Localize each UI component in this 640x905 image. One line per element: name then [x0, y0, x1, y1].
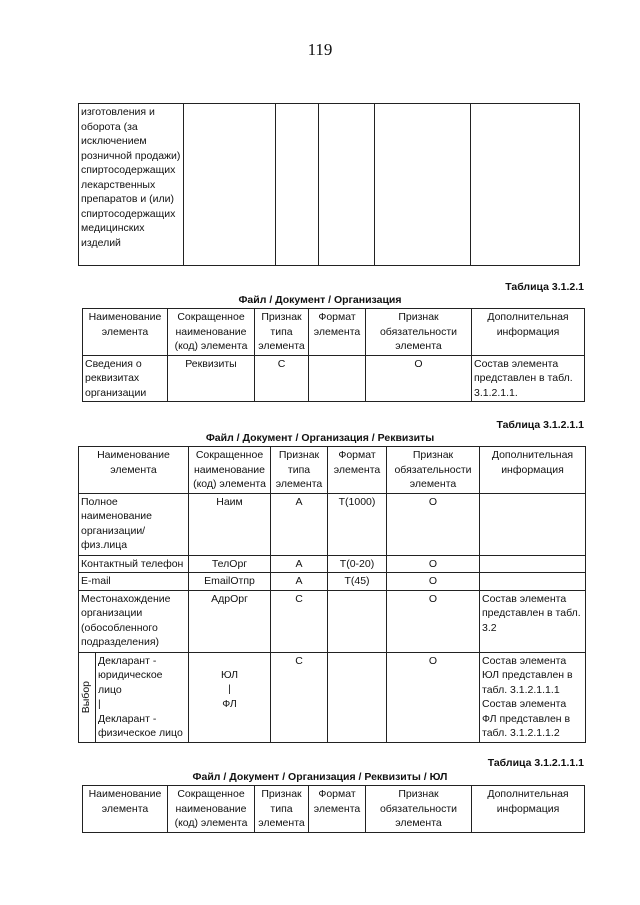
choice-label-cell	[79, 652, 96, 742]
cell: Состав элемента представлен в табл. 3.2	[480, 590, 586, 652]
cell: E-mail	[79, 573, 189, 591]
header-cell: Признак типа элемента	[271, 447, 328, 494]
table-3-1-2-1-1-1	[82, 785, 585, 833]
choice-separator: |	[98, 698, 101, 710]
cell: Т(1000)	[328, 493, 387, 555]
cell: АдрОрг	[189, 590, 271, 652]
header-cell: Сокращенное наименование (код) элемента	[168, 309, 255, 356]
header-cell: Признак обязательности элемента	[366, 786, 472, 833]
choice-info-cell	[480, 652, 586, 742]
table-header-row	[83, 786, 585, 833]
header-cell: Формат элемента	[328, 447, 387, 494]
table-row	[79, 590, 586, 652]
table-3-1-2-1	[82, 308, 585, 402]
page-number: 119	[307, 40, 333, 59]
cell	[480, 493, 586, 555]
table-3-1-2-1-1	[78, 446, 586, 743]
table-caption: Таблица 3.1.2.1.1	[496, 419, 584, 431]
cell: Сведения о реквизитах организации	[83, 355, 168, 402]
cell	[328, 590, 387, 652]
header-cell: Наименование элемента	[83, 786, 168, 833]
header-cell: Дополнительная информация	[472, 786, 585, 833]
header-cell: Наименование элемента	[79, 447, 189, 494]
cell: О	[387, 493, 480, 555]
cell: А	[271, 573, 328, 591]
header-cell: Наименование элемента	[83, 309, 168, 356]
cell: EmailОтпр	[189, 573, 271, 591]
table-caption: Таблица 3.1.2.1	[505, 281, 584, 293]
table-row	[79, 555, 586, 573]
table-title: Файл / Документ / Организация / Реквизиты / ЮЛ	[192, 771, 448, 783]
table-row	[83, 355, 585, 402]
table-title: Файл / Документ / Организация	[238, 294, 402, 306]
table-caption: Таблица 3.1.2.1.1.1	[487, 757, 584, 769]
table-header-row	[83, 309, 585, 356]
table-title: Файл / Документ / Организация / Реквизиты	[205, 432, 435, 444]
continuation-cell: изготовления и оборота (за исключением розничной продажи) спиртосодержащих лекарственных препаратов и (или) спиртосодержащих медицинских изделий	[79, 104, 184, 266]
cell: О	[387, 590, 480, 652]
cell: Местонахождение организации (обособленного подразделения)	[79, 590, 189, 652]
cell: С	[271, 590, 328, 652]
cell: Реквизиты	[168, 355, 255, 402]
cell: Состав элемента представлен в табл. 3.1.2.1.1.	[472, 355, 585, 402]
cell: С	[255, 355, 309, 402]
choice-info-2: Состав элемента ФЛ представлен в табл. 3.1.2.1.1.2	[482, 698, 571, 739]
header-cell: Дополнительная информация	[480, 447, 586, 494]
choice-separator: |	[228, 683, 231, 695]
header-cell: Признак типа элемента	[255, 786, 309, 833]
choice-format-cell	[328, 652, 387, 742]
header-cell: Сокращенное наименование (код) элемента	[189, 447, 271, 494]
header-cell: Формат элемента	[309, 309, 366, 356]
header-cell: Признак обязательности элемента	[387, 447, 480, 494]
choice-label: Выбор	[80, 680, 92, 714]
cell: Т(0-20)	[328, 555, 387, 573]
choice-code-1: ЮЛ	[220, 668, 239, 681]
cell	[480, 573, 586, 591]
cell: А	[271, 493, 328, 555]
cell: Контактный телефон	[79, 555, 189, 573]
choice-codes-cell	[189, 652, 271, 742]
cell: О	[387, 573, 480, 591]
cell: О	[366, 355, 472, 402]
header-cell: Признак типа элемента	[255, 309, 309, 356]
cell: Наим	[189, 493, 271, 555]
cell	[309, 355, 366, 402]
choice-type-cell: С	[271, 652, 328, 742]
choice-name-2: Декларант - физическое лицо	[98, 712, 183, 739]
cell: ТелОрг	[189, 555, 271, 573]
header-cell: Дополнительная информация	[472, 309, 585, 356]
choice-code-2: ФЛ	[222, 697, 237, 710]
cell: А	[271, 555, 328, 573]
choice-name-1: Декларант - юридическое лицо	[98, 654, 163, 696]
header-cell: Признак обязательности элемента	[366, 309, 472, 356]
choice-info-1: Состав элемента ЮЛ представлен в табл. 3.1.2.1.1.1	[482, 654, 573, 696]
header-cell: Формат элемента	[309, 786, 366, 833]
table-row	[79, 573, 586, 591]
cell: Т(45)	[328, 573, 387, 591]
table-row	[79, 493, 586, 555]
header-cell: Сокращенное наименование (код) элемента	[168, 786, 255, 833]
choice-required-cell: О	[387, 652, 480, 742]
choice-row	[79, 652, 586, 742]
cell: Полное наименование организации/ физ.лица	[79, 493, 189, 555]
cell	[480, 555, 586, 573]
cell: О	[387, 555, 480, 573]
choice-names-cell	[96, 652, 189, 742]
continuation-table	[78, 103, 580, 266]
table-header-row	[79, 447, 586, 494]
